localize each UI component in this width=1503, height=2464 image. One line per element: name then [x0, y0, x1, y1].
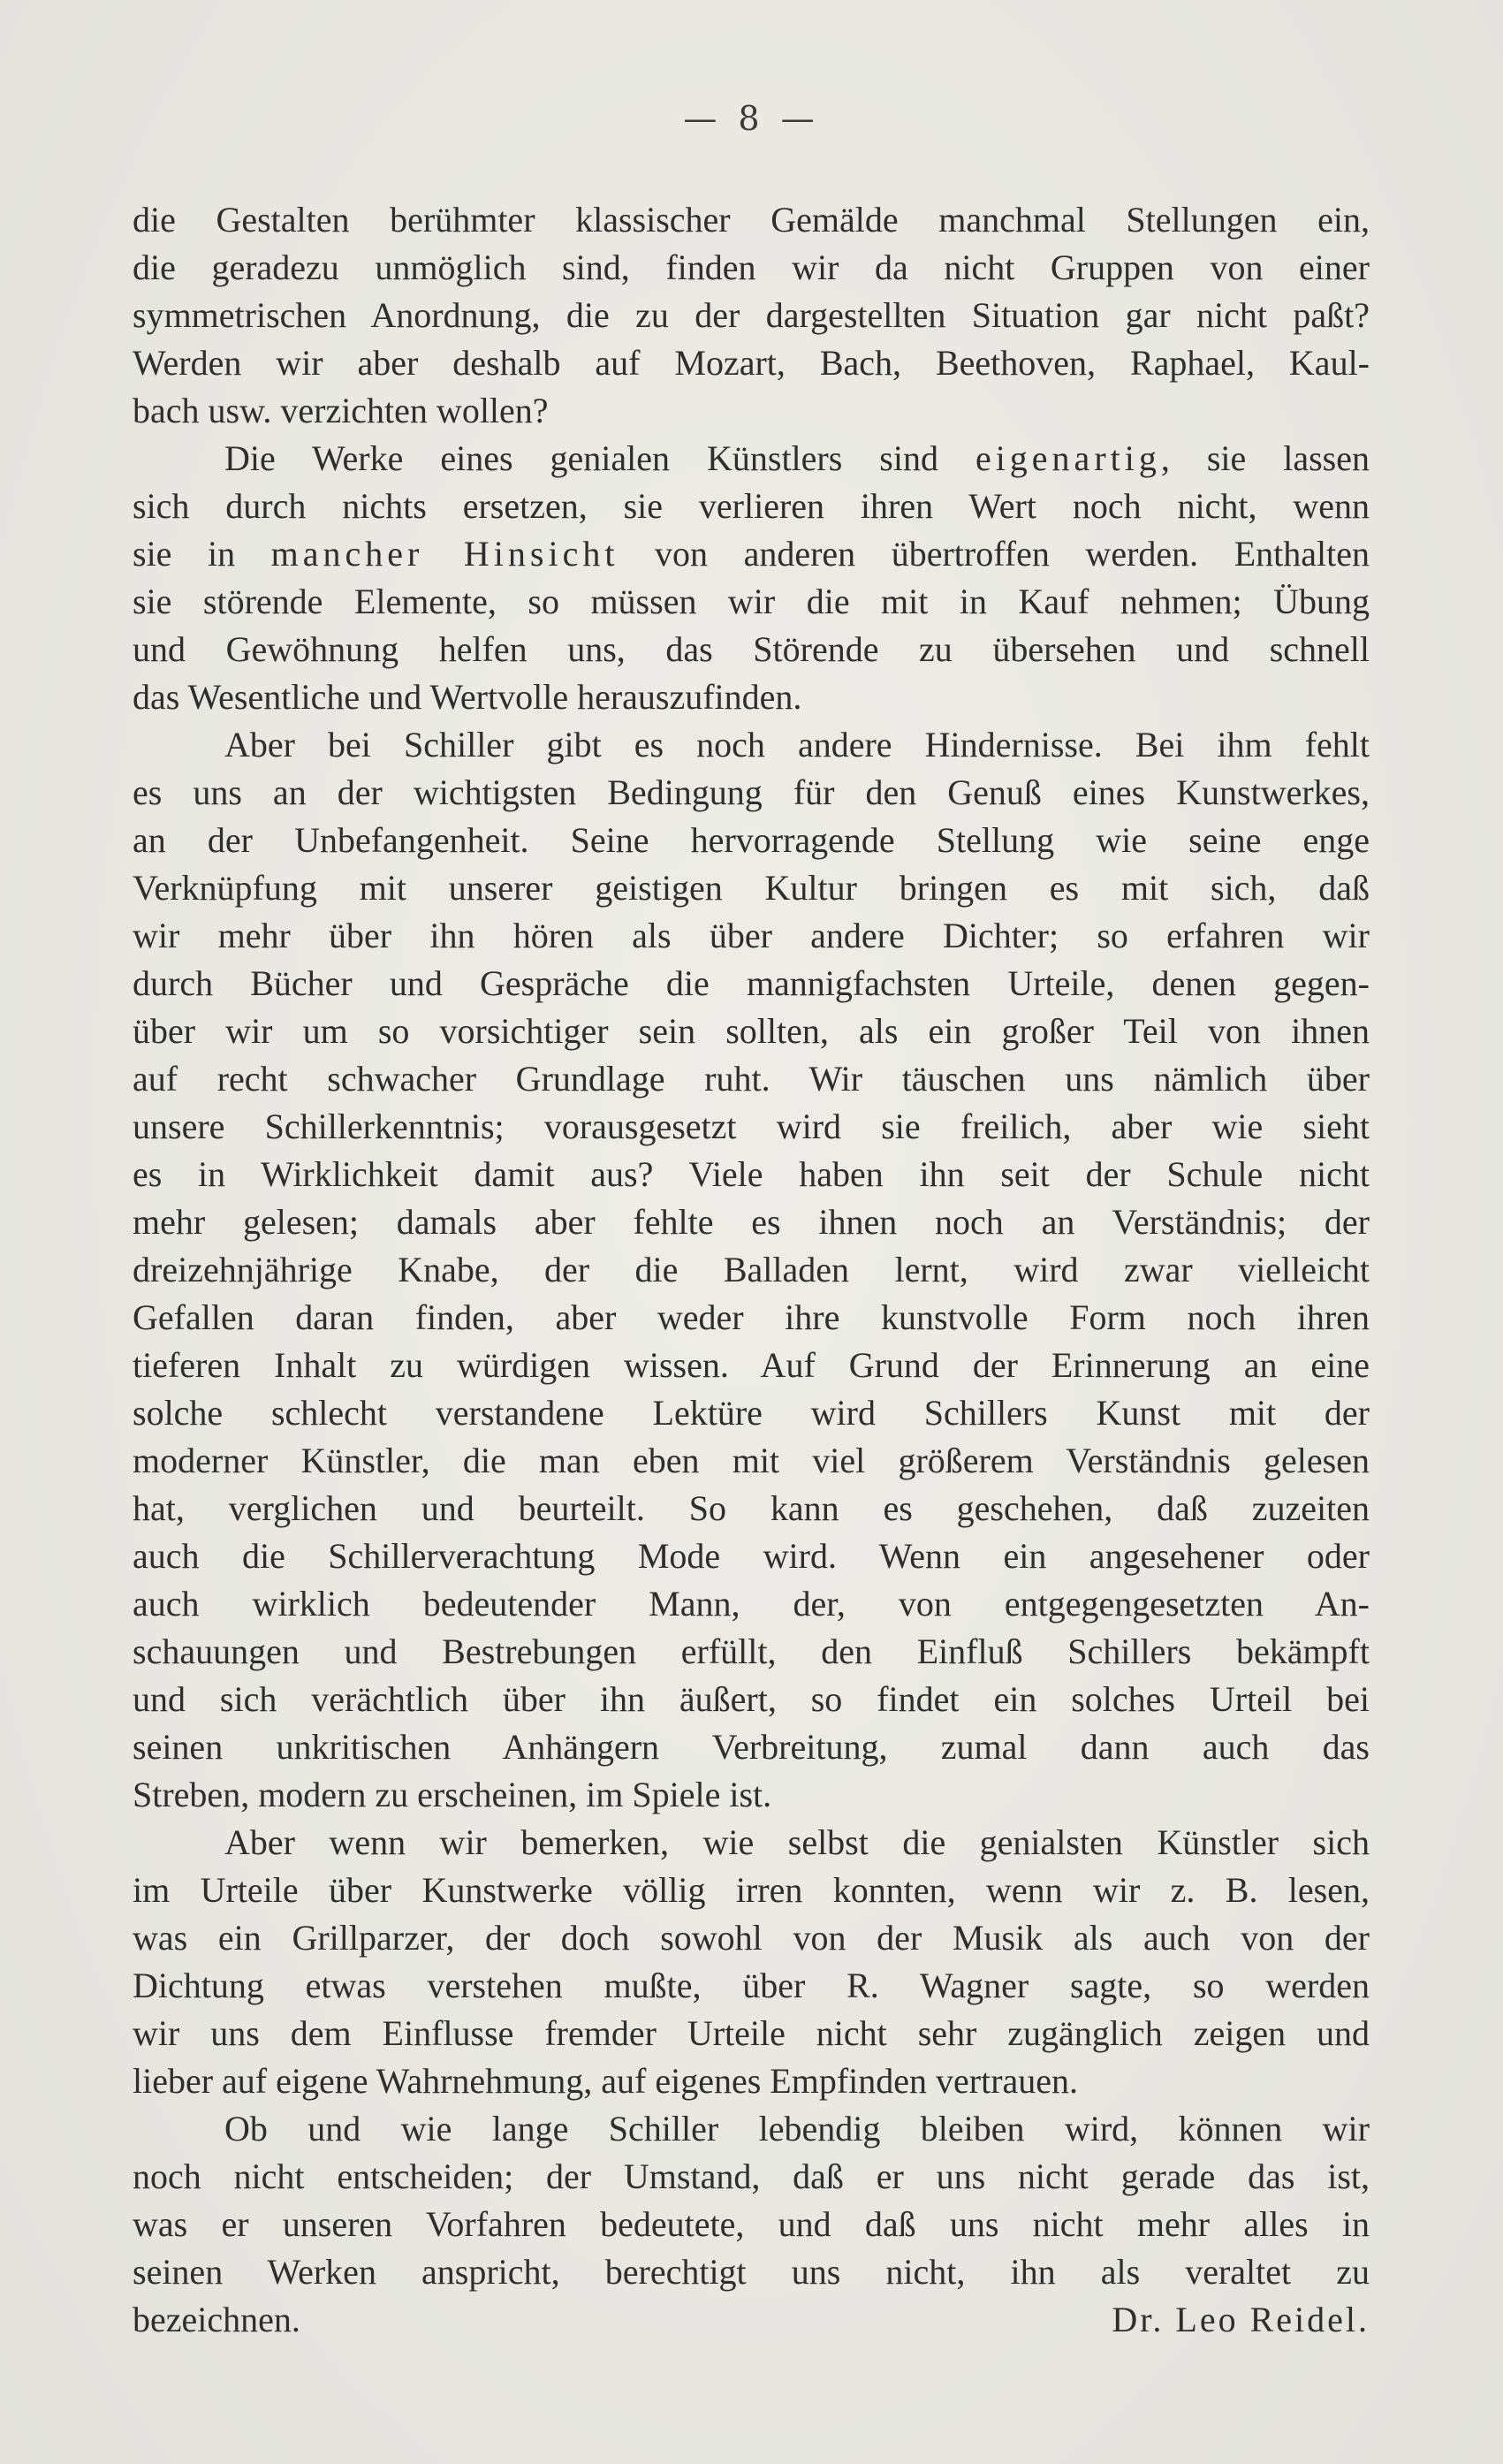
text-line: noch nicht entscheiden; der Umstand, daß er uns nicht gerade das ist,	[133, 2156, 1370, 2196]
emphasized-word: eigenartig	[975, 438, 1161, 478]
text-segment: von anderen übertroffen werden. Enthalten	[619, 534, 1370, 574]
text-line: es uns an der wichtigsten Bedingung für den Genuß eines Kunstwerkes,	[133, 772, 1370, 812]
text-line: symmetrischen Anordnung, die zu der dargestellten Situation gar nicht paßt?	[133, 295, 1370, 335]
text-line: Aber bei Schiller gibt es noch andere Hindernisse. Bei ihm fehlt	[224, 725, 1370, 764]
text-line	[133, 530, 1370, 578]
text-line: es in Wirklichkeit damit aus? Viele haben ihn seit der Schule nicht	[133, 1154, 1370, 1194]
text-segment: sie in	[133, 534, 271, 574]
text-line: wir uns dem Einflusse fremder Urteile nicht sehr zugänglich zeigen und	[133, 2013, 1370, 2053]
paragraph-4	[133, 1819, 1370, 2105]
text-line: und sich verächtlich über ihn äußert, so findet ein solches Urteil bei	[133, 1679, 1370, 1719]
body-text	[133, 196, 1370, 2344]
text-line: Ob und wie lange Schiller lebendig bleiben wird, können wir	[224, 2109, 1370, 2148]
text-line: auch die Schillerverachtung Mode wird. Wenn ein angesehener oder	[133, 1536, 1370, 1576]
emphasized-phrase: mancher Hinsicht	[270, 534, 619, 574]
paragraph-1	[133, 196, 1370, 435]
text-line: Aber wenn wir bemerken, wie selbst die genialsten Künstler sich	[224, 1822, 1370, 1862]
final-word: bezeichnen.	[133, 2300, 300, 2339]
text-line: moderner Künstler, die man eben mit viel größerem Verständnis gelesen	[133, 1441, 1370, 1480]
text-line: und Gewöhnung helfen uns, das Störende zu übersehen und schnell	[133, 629, 1370, 669]
text-line: sich durch nichts ersetzen, sie verlieren ihren Wert noch nicht, wenn	[133, 486, 1370, 526]
text-line: über wir um so vorsichtiger sein sollten, als ein großer Teil von ihnen	[133, 1011, 1370, 1051]
page-number: — 8 —	[683, 99, 820, 138]
text-segment: , sie lassen	[1160, 438, 1370, 478]
text-line: die geradezu unmöglich sind, finden wir da nicht Gruppen von einer	[133, 247, 1370, 287]
text-line: auch wirklich bedeutender Mann, der, von entgegengesetzten An-	[133, 1584, 1370, 1624]
text-line: was er unseren Vorfahren bedeutete, und daß uns nicht mehr alles in	[133, 2204, 1370, 2244]
text-line: dreizehnjährige Knabe, der die Balladen lernt, wird zwar vielleicht	[133, 1250, 1370, 1289]
text-line: Dichtung etwas verstehen mußte, über R. Wagner sagte, so werden	[133, 1966, 1370, 2005]
text-line: tieferen Inhalt zu würdigen wissen. Auf Grund der Erinnerung an eine	[133, 1345, 1370, 1385]
text-segment: Die Werke eines genialen Künstlers sind	[224, 438, 975, 478]
text-line: seinen Werken anspricht, berechtigt uns nicht, ihn als veraltet zu	[133, 2252, 1370, 2292]
text-line: Gefallen daran finden, aber weder ihre kunstvolle Form noch ihren	[133, 1297, 1370, 1337]
closing-line	[133, 2296, 1370, 2344]
text-line: schauungen und Bestrebungen erfüllt, den Einfluß Schillers bekämpft	[133, 1631, 1370, 1671]
text-line: im Urteile über Kunstwerke völlig irren konnten, wenn wir z. B. lesen,	[133, 1870, 1370, 1910]
paragraph-5	[133, 2105, 1370, 2344]
text-line: Werden wir aber deshalb auf Mozart, Bach, Beethoven, Raphael, Kaul-	[133, 343, 1370, 383]
text-line: sie störende Elemente, so müssen wir die mit in Kauf nehmen; Übung	[133, 582, 1370, 621]
author-signature: Dr. Leo Reidel.	[1112, 2300, 1370, 2339]
text-line: bach usw. verzichten wollen?	[133, 391, 549, 430]
text-line: mehr gelesen; damals aber fehlte es ihnen noch an Verständnis; der	[133, 1202, 1370, 1242]
paragraph-2	[133, 435, 1370, 721]
text-line: wir mehr über ihn hören als über andere Dichter; so erfahren wir	[133, 916, 1370, 955]
text-line: durch Bücher und Gespräche die mannigfachsten Urteile, denen gegen-	[133, 963, 1370, 1003]
text-line: hat, verglichen und beurteilt. So kann es geschehen, daß zuzeiten	[133, 1488, 1370, 1528]
text-line: an der Unbefangenheit. Seine hervorragende Stellung wie seine enge	[133, 820, 1370, 860]
text-line: Verknüpfung mit unserer geistigen Kultur bringen es mit sich, daß	[133, 868, 1370, 908]
text-line: das Wesentliche und Wertvolle herauszufinden.	[133, 677, 802, 717]
text-line: lieber auf eigene Wahrnehmung, auf eigenes Empfinden vertrauen.	[133, 2061, 1079, 2101]
text-line: unsere Schillerkenntnis; vorausgesetzt wird sie freilich, aber wie sieht	[133, 1107, 1370, 1146]
text-line: was ein Grillparzer, der doch sowohl von der Musik als auch von der	[133, 1918, 1370, 1958]
text-line: Streben, modern zu erscheinen, im Spiele ist.	[133, 1775, 772, 1814]
text-line	[133, 435, 1370, 483]
paragraph-3	[133, 721, 1370, 1819]
text-line: auf recht schwacher Grundlage ruht. Wir täuschen uns nämlich über	[133, 1059, 1370, 1099]
text-line: die Gestalten berühmter klassischer Gemälde manchmal Stellungen ein,	[133, 200, 1370, 240]
text-line: solche schlecht verstandene Lektüre wird Schillers Kunst mit der	[133, 1393, 1370, 1433]
text-line: seinen unkritischen Anhängern Verbreitung, zumal dann auch das	[133, 1727, 1370, 1767]
